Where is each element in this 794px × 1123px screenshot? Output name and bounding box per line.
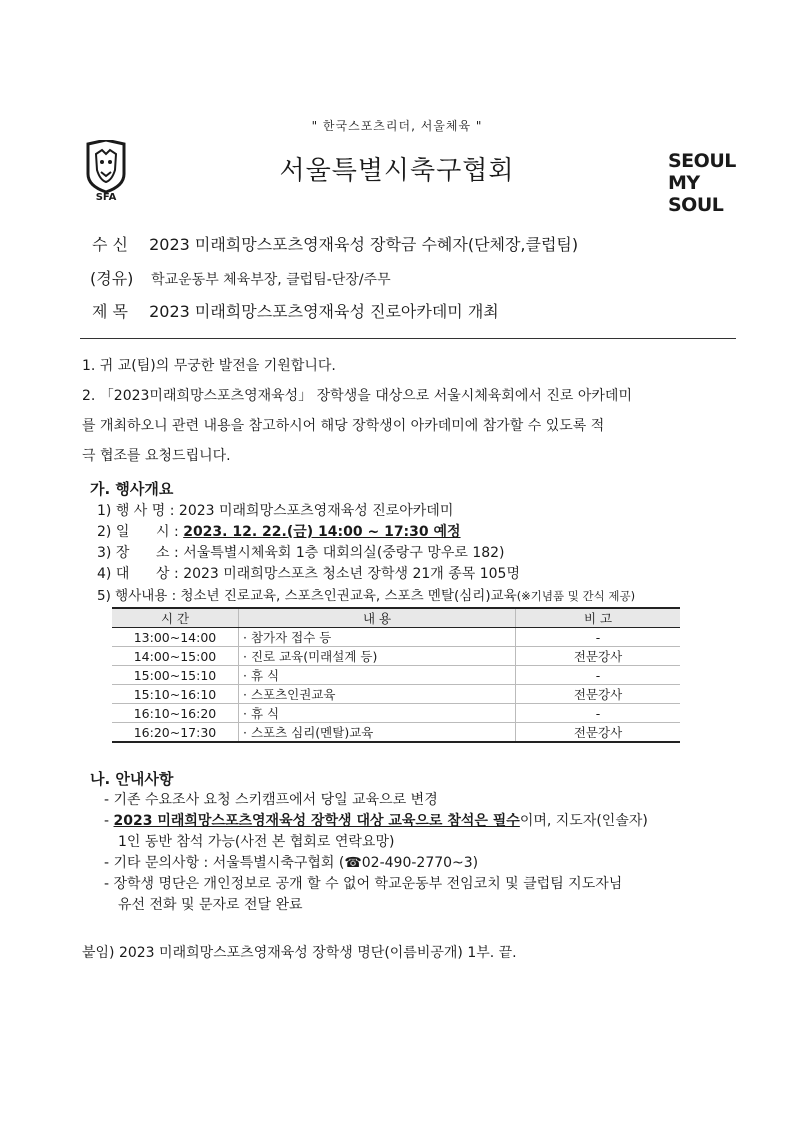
subject-label: 제 목 [92,302,128,321]
notice-line-2b: 1인 동반 참석 가능(사전 본 협회로 연락요망) [118,834,395,850]
subject-row [92,299,499,322]
event-item-value: 2023 미래희망스포츠영재육성 진로아카데미 [178,503,454,519]
recipient-value: 2023 미래희망스포츠영재육성 장학금 수혜자(단체장,클럽팀) [149,235,579,254]
event-item-label: 3) 장 소 : [97,545,179,561]
event-item-label: 1) 행 사 명 : [97,503,175,519]
seoul-my-soul-logo [668,150,738,216]
schedule-desc: · 휴 식 [239,666,516,685]
schedule-header-time: 시 간 [112,608,239,628]
table-row [112,666,680,685]
event-item-label: 4) 대 상 : [97,566,179,582]
subject-value: 2023 미래희망스포츠영재육성 진로아카데미 개최 [149,302,499,321]
notice-line-4b: 유선 전화 및 문자로 전달 완료 [118,897,303,913]
notice-line-1: - 기존 수요조사 요청 스키캠프에서 당일 교육으로 변경 [104,792,438,808]
schedule-note: - [516,704,681,723]
org-title: 서울특별시축구협회 [279,156,515,186]
event-item-note: (※기념품 및 간식 제공) [516,589,636,603]
schedule-time: 16:10~16:20 [112,704,239,723]
schedule-note: - [516,666,681,685]
event-item-value: 청소년 진로교육, 스포츠인권교육, 스포츠 멘탈(심리)교육 [180,588,517,604]
table-row [112,723,680,743]
paragraph-2-line-3: 극 협조를 요청드립니다. [82,448,231,464]
notice-line-2-prefix: - [104,813,114,829]
recipient-label: 수 신 [92,235,128,254]
notice-heading: 나. 안내사항 [90,770,174,788]
event-item-target [97,563,520,583]
schedule-desc: · 참가자 접수 등 [239,628,516,647]
event-item-content [97,584,635,604]
via-row [90,266,391,289]
notice-line-3: - 기타 문의사항 : 서울특별시축구협회 (☎02-490-2770~3) [104,855,479,871]
schedule-note: - [516,628,681,647]
event-item-value: 서울특별시체육회 1층 대회의실(중랑구 망우로 182) [183,545,505,561]
seoul-logo-line2: MY SOUL [668,172,724,216]
paragraph-1: 1. 귀 교(팀)의 무궁한 발전을 기원합니다. [82,358,336,374]
notice-line-2-emphasis: 2023 미래희망스포츠영재육성 장학생 대상 교육으로 참석은 필수 [113,813,520,829]
notice-line-2-rest: 이며, 지도자(인솔자) [519,813,648,829]
schedule-header-note: 비 고 [516,608,681,628]
schedule-table [112,607,680,743]
schedule-desc: · 스포츠인권교육 [239,685,516,704]
slogan: " 한국스포츠리더, 서울체육 " [311,119,483,133]
notice-line-2 [104,810,648,830]
schedule-time: 16:20~17:30 [112,723,239,743]
via-value: 학교운동부 체육부장, 클럽팀-단장/주무 [151,272,391,288]
paragraph-2-line-2: 를 개최하오니 관련 내용을 참고하시어 해당 장학생이 아카데미에 참가할 수 있도록 적 [82,418,605,434]
schedule-note: 전문강사 [516,685,681,704]
event-item-place [97,542,505,562]
event-item-value: 2023 미래희망스포츠 청소년 장학생 21개 종목 105명 [183,566,520,582]
schedule-desc: · 진로 교육(미래설계 등) [239,647,516,666]
schedule-time: 15:00~15:10 [112,666,239,685]
event-item-date [97,521,461,541]
table-row [112,685,680,704]
event-item-label: 2) 일 시 : [97,524,179,540]
schedule-header-content: 내 용 [239,608,516,628]
schedule-note: 전문강사 [516,647,681,666]
schedule-desc: · 스포츠 심리(멘탈)교육 [239,723,516,743]
table-row [112,704,680,723]
event-item-name [97,500,453,520]
recipient-row [92,232,578,255]
schedule-time: 15:10~16:10 [112,685,239,704]
header-divider [80,338,736,339]
paragraph-2-line-1: 2. 「2023미래희망스포츠영재육성」 장학생을 대상으로 서울시체육회에서 진로 아카데미 [82,388,632,404]
schedule-header-row [112,608,680,628]
event-item-label: 5) 행사내용 : [97,588,177,604]
schedule-time: 14:00~15:00 [112,647,239,666]
event-heading: 가. 행사개요 [90,480,174,498]
via-label: (경유) [90,269,134,288]
table-row [112,647,680,666]
schedule-note: 전문강사 [516,723,681,743]
notice-line-4a: - 장학생 명단은 개인정보로 공개 할 수 없어 학교운동부 전임코치 및 클럽팀 지도자님 [104,876,623,892]
schedule-time: 13:00~14:00 [112,628,239,647]
event-item-value: 2023. 12. 22.(금) 14:00 ~ 17:30 예정 [183,524,461,540]
schedule-desc: · 휴 식 [239,704,516,723]
attachment-line: 붙임) 2023 미래희망스포츠영재육성 장학생 명단(이름비공개) 1부. 끝. [82,945,517,961]
table-row [112,628,680,647]
sfa-logo-text: SFA [95,192,117,203]
seoul-logo-line1: SEOUL [668,150,736,172]
